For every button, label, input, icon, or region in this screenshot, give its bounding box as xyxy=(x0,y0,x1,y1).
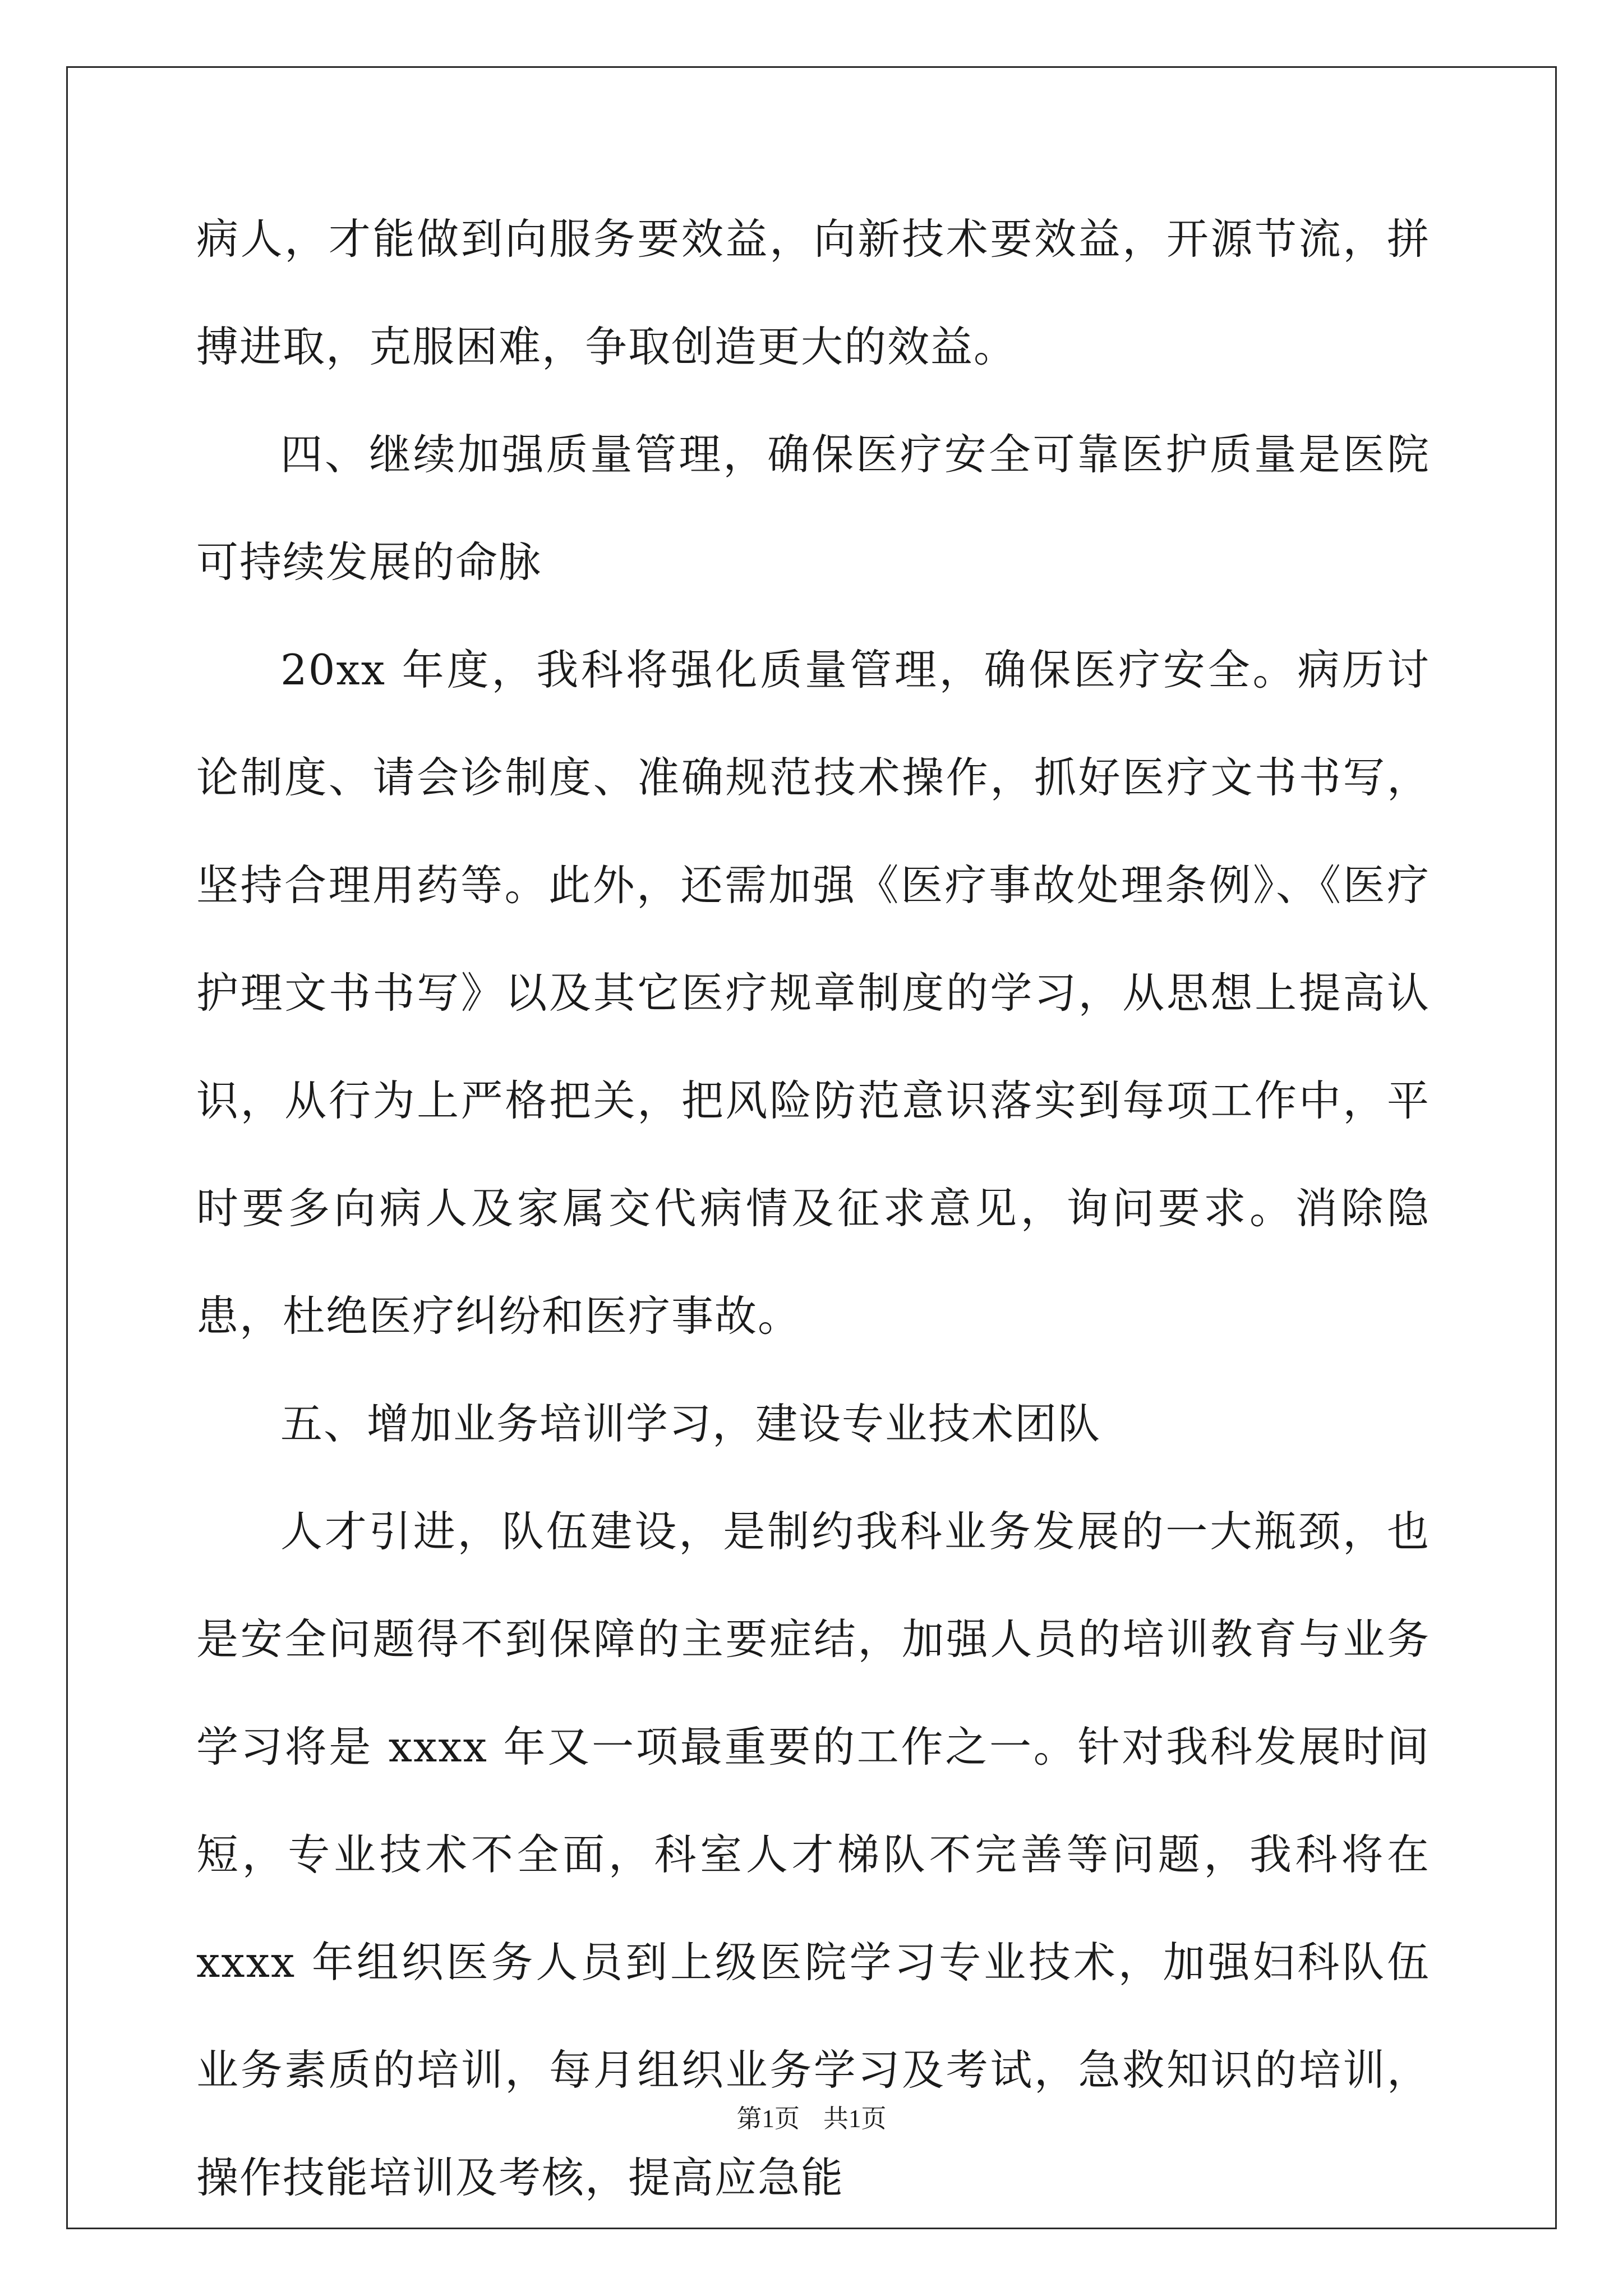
section-heading-four: 四、继续加强质量管理，确保医疗安全可靠医护质量是医院可持续发展的命脉 xyxy=(196,430,1430,587)
paragraph-continuation: 病人，才能做到向服务要效益，向新技术要效益，开源节流，拼搏进取，克服困难，争取创造更大的效益。 xyxy=(196,214,1430,371)
page-footer xyxy=(0,2098,1623,2134)
page-number-total: 共1页 xyxy=(823,2105,887,2133)
paragraph-training: 人才引进，队伍建设，是制约我科业务发展的一大瓶颈，也是安全问题得不到保障的主要症结，加强人员的培训教育与业务学习将是 xxxx 年又一项最重要的工作之一。针对我科发展时间短，专业技术不全面，科室人才梯队不完善等问题，我科将在 xxxx 年组织医务人员到上级医院学习专业技术，加强妇科队伍业务素质的培训，每月组织业务学习及考试，急救知识的培训，操作技能培训及考核，提高应急能 xyxy=(196,1507,1430,2202)
paragraph-quality-management: 20xx 年度，我科将强化质量管理，确保医疗安全。病历讨论制度、请会诊制度、准确规范技术操作，抓好医疗文书书写，坚持合理用药等。此外，还需加强《医疗事故处理条例》、《医疗护理文书书写》以及其它医疗规章制度的学习，从思想上提高认识，从行为上严格把关，把风险防范意识落实到每项工作中，平时要多向病人及家属交代病情及征求意见，询问要求。消除隐患，杜绝医疗纠纷和医疗事故。 xyxy=(196,645,1430,1341)
document-body xyxy=(196,185,1430,2231)
section-heading-five: 五、增加业务培训学习，建设专业技术团队 xyxy=(280,1399,1101,1448)
page-number-current: 第1页 xyxy=(736,2105,800,2133)
